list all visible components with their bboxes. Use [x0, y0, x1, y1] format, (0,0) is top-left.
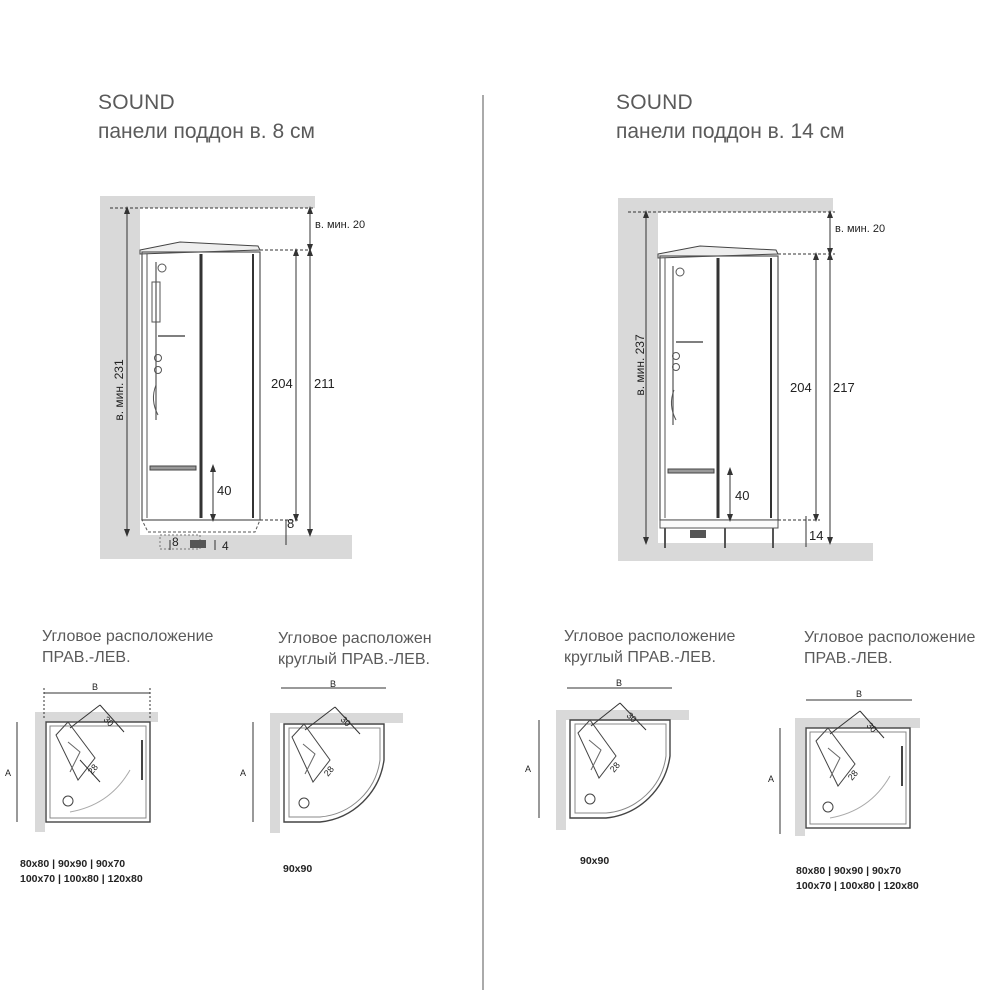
seat — [668, 469, 714, 473]
dim-total: 211 — [314, 376, 335, 391]
plan-round-2 — [240, 679, 403, 833]
plan-angle-label: 30 — [101, 714, 116, 729]
left-elevation — [100, 196, 365, 559]
dim-min-gap: в. мин. 20 — [835, 223, 886, 235]
dim-room-height: в. мин. 237 — [633, 334, 647, 396]
drain-siphon — [690, 530, 706, 538]
dim-room-height: в. мин. 231 — [112, 359, 126, 421]
left-title: SOUND — [98, 91, 175, 114]
plan3-caption-line2: круглый ПРАВ.-ЛЕВ. — [564, 649, 716, 666]
plan2-caption-line1: Угловое расположен — [278, 630, 432, 647]
floor — [618, 543, 873, 561]
plan-width-label: B — [856, 689, 863, 699]
plan-seat-label: 28 — [321, 764, 336, 779]
plan1-sizes-line1: 80x80 | 90x90 | 90x70 — [20, 858, 126, 870]
drain-siphon — [190, 540, 206, 548]
shower-tray — [142, 520, 260, 532]
plan-width-label: B — [330, 679, 337, 689]
dim-seat: 40 — [217, 483, 232, 498]
dim-cabin: 204 — [790, 380, 812, 395]
left-subtitle: панели поддон в. 8 см — [98, 120, 315, 143]
plan-depth-label: A — [240, 768, 247, 778]
plan-round-3 — [525, 678, 689, 830]
plan-depth-label: A — [525, 764, 532, 774]
plan2-caption-line2: круглый ПРАВ.-ЛЕВ. — [278, 651, 430, 668]
dim-drain: 4 — [222, 539, 229, 553]
dim-tray: 14 — [809, 528, 824, 543]
plan4-caption-line2: ПРАВ.-ЛЕВ. — [804, 650, 893, 667]
shower-tray — [660, 520, 778, 528]
plan1-caption-line1: Угловое расположение — [42, 628, 214, 645]
plan-width-label: B — [92, 682, 99, 692]
plan3-caption-line1: Угловое расположение — [564, 628, 736, 645]
shower-head-icon — [676, 268, 684, 276]
ceiling — [618, 198, 833, 212]
seat — [150, 466, 196, 470]
plan-square-1 — [5, 682, 158, 832]
plan-seat-label: 28 — [607, 760, 622, 775]
ceiling — [100, 196, 315, 208]
right-title: SOUND — [616, 91, 693, 114]
dim-feet: 8 — [172, 535, 179, 549]
plan1-caption-line2: ПРАВ.-ЛЕВ. — [42, 649, 131, 666]
plan-angle-label: 30 — [864, 720, 879, 735]
plan-seat-label: 28 — [85, 762, 100, 777]
plan4-caption-line1: Угловое расположение — [804, 629, 976, 646]
plan-depth-label: A — [5, 768, 12, 778]
plan-angle-label: 30 — [624, 710, 639, 725]
plan4-sizes-line2: 100x70 | 100x80 | 120x80 — [796, 880, 919, 892]
plan1-sizes-line2: 100x70 | 100x80 | 120x80 — [20, 873, 143, 885]
dim-min-gap: в. мин. 20 — [315, 219, 366, 231]
plan-angle-label: 30 — [338, 714, 353, 729]
plan-square-4 — [768, 689, 920, 836]
plan4-sizes-line1: 80x80 | 90x90 | 90x70 — [796, 865, 902, 877]
plan-seat-label: 28 — [845, 768, 860, 783]
plan3-sizes: 90x90 — [580, 855, 610, 867]
plan2-sizes: 90x90 — [283, 863, 313, 875]
shower-head-icon — [158, 264, 166, 272]
dim-cabin: 204 — [271, 376, 293, 391]
dim-total: 217 — [833, 380, 855, 395]
right-elevation — [618, 198, 885, 561]
dim-tray: 8 — [287, 516, 295, 531]
plan-width-label: B — [616, 678, 623, 688]
dim-seat: 40 — [735, 488, 750, 503]
right-subtitle: панели поддон в. 14 см — [616, 120, 845, 143]
plan-depth-label: A — [768, 774, 775, 784]
